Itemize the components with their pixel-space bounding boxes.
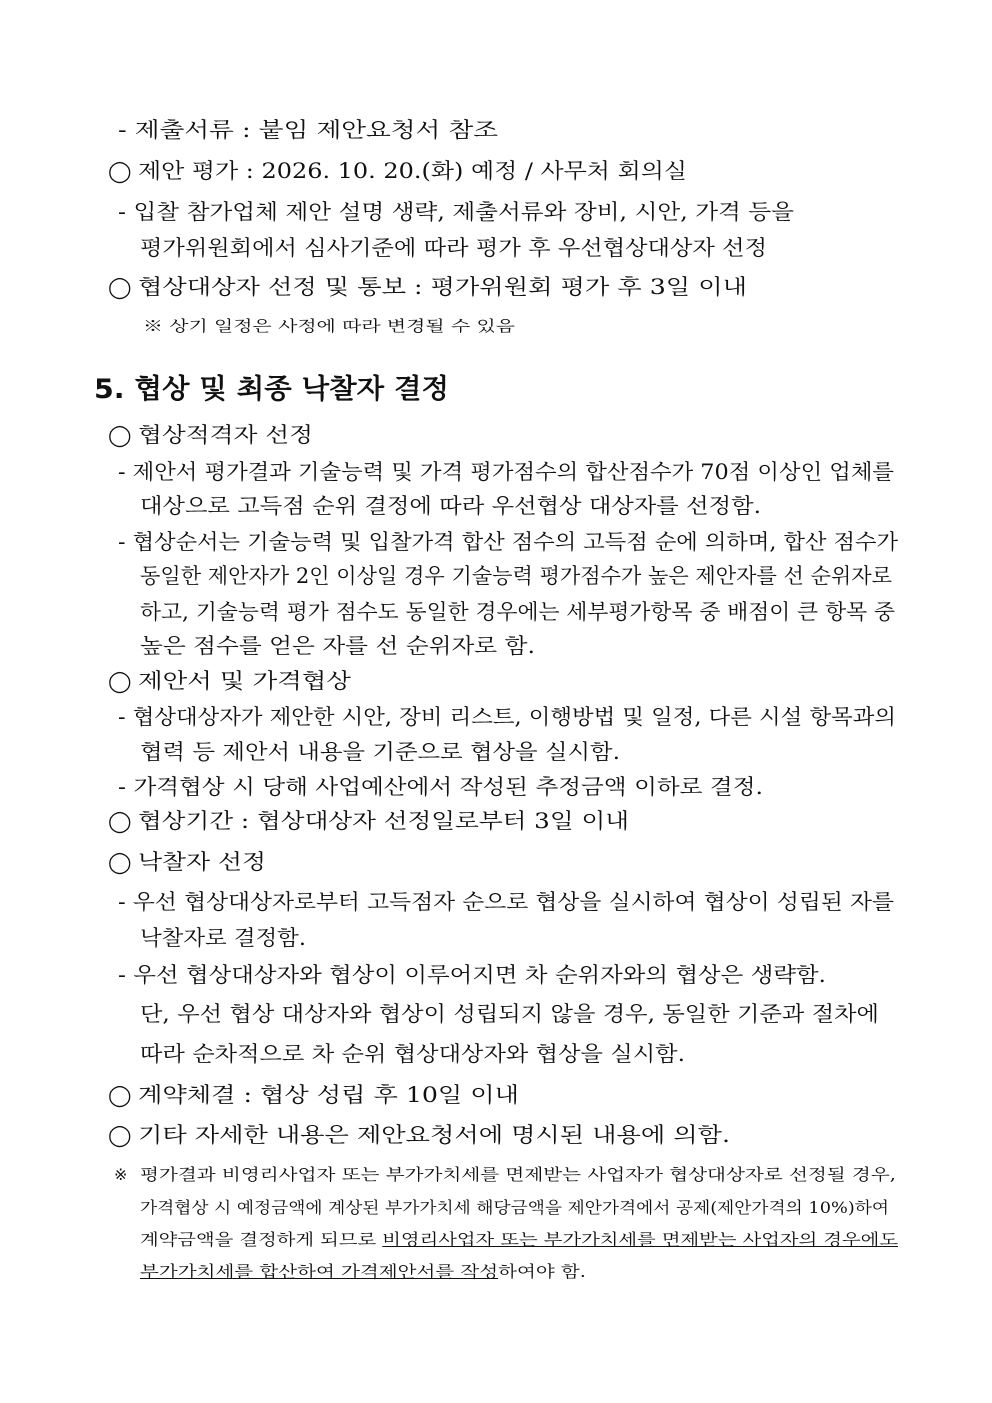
qualify-detail-line: - 협상순서는 기술능력 및 입찰가격 합산 점수의 고득점 순에 의하며, 합산 점수가 [118, 530, 898, 554]
circle-bullet-icon: ◯ [108, 809, 132, 833]
qualify-detail-line: 하고, 기술능력 평가 점수도 동일한 경우에는 세부평가항목 중 배점이 큰 항목 중 [140, 600, 895, 624]
circle-bullet-icon: ◯ [108, 159, 132, 183]
schedule-note: ※ 상기 일정은 사정에 따라 변경될 수 있음 [143, 317, 515, 335]
winner-detail-line: 낙찰자로 결정함. [140, 926, 306, 950]
negotiation-detail-line: - 가격협상 시 당해 사업예산에서 작성된 추정금액 이하로 결정. [118, 775, 763, 799]
vat-note-line: 계약금액을 결정하게 되므로 비영리사업자 또는 부가가치세를 면제받는 사업자의 경우에도 [140, 1230, 898, 1249]
contract-item: ◯ 계약체결 : 협상 성립 후 10일 이내 [108, 1083, 519, 1107]
winner-detail-line: - 우선 협상대상자와 협상이 이루어지면 차 순위자와의 협상은 생략함. [118, 963, 826, 987]
notify-item: ◯ 협상대상자 선정 및 통보 : 평가위원회 평가 후 3일 이내 [108, 275, 747, 299]
qualify-detail-line: - 제안서 평가결과 기술능력 및 가격 평가점수의 합산점수가 70점 이상인 업체를 [118, 460, 894, 484]
vat-underlined-text: 비영리사업자 또는 부가가치세를 면제받는 사업자의 경우에도 [382, 1230, 898, 1249]
negotiation-detail-line: 협력 등 제안서 내용을 기준으로 협상을 실시함. [140, 740, 620, 764]
qualify-item: ◯ 협상적격자 선정 [108, 423, 313, 447]
vat-note-line: 평가결과 비영리사업자 또는 부가가치세를 면제받는 사업자가 협상대상자로 선정될 경우, [140, 1165, 896, 1184]
negotiation-detail-line: - 협상대상자가 제안한 시안, 장비 리스트, 이행방법 및 일정, 다른 시설 항목과의 [118, 705, 897, 729]
circle-bullet-icon: ◯ [108, 669, 132, 693]
qualify-detail-line: 높은 점수를 얻은 자를 선 순위자로 함. [140, 634, 535, 658]
period-item: ◯ 협상기간 : 협상대상자 선정일로부터 3일 이내 [108, 809, 629, 833]
winner-detail-line: 따라 순차적으로 차 순위 협상대상자와 협상을 실시함. [140, 1042, 685, 1066]
circle-bullet-icon: ◯ [108, 850, 132, 874]
submit-docs-line: - 제출서류 : 붙임 제안요청서 참조 [118, 118, 498, 142]
circle-bullet-icon: ◯ [108, 1123, 132, 1147]
eval-item: ◯ 제안 평가 : 2026. 10. 20.(화) 예정 / 사무처 회의실 [108, 159, 687, 183]
qualify-detail-line: 동일한 제안자가 2인 이상일 경우 기술능력 평가점수가 높은 제안자를 선 순위자로 [140, 564, 892, 588]
vat-note-mark: ※ [114, 1165, 128, 1184]
circle-bullet-icon: ◯ [108, 423, 132, 447]
section-heading: 5. 협상 및 최종 낙찰자 결정 [94, 374, 449, 405]
winner-detail-line: - 우선 협상대상자로부터 고득점자 순으로 협상을 실시하여 협상이 성립된 자를 [118, 890, 894, 914]
etc-item: ◯ 기타 자세한 내용은 제안요청서에 명시된 내용에 의함. [108, 1123, 730, 1147]
eval-detail-line: - 입찰 참가업체 제안 설명 생략, 제출서류와 장비, 시안, 가격 등을 [118, 200, 794, 224]
circle-bullet-icon: ◯ [108, 275, 132, 299]
negotiation-item: ◯ 제안서 및 가격협상 [108, 669, 351, 693]
vat-note-line: 부가가치세를 합산하여 가격제안서를 작성하여야 함. [140, 1262, 586, 1281]
winner-item: ◯ 낙찰자 선정 [108, 850, 266, 874]
vat-underlined-text: 부가가치세를 합산하여 가격제안서를 작성 [140, 1262, 499, 1281]
circle-bullet-icon: ◯ [108, 1083, 132, 1107]
eval-detail-line: 평가위원회에서 심사기준에 따라 평가 후 우선협상대상자 선정 [140, 236, 767, 260]
vat-note-line: 가격협상 시 예정금액에 계상된 부가가치세 해당금액을 제안가격에서 공제(제안가격의 10%)하여 [140, 1198, 889, 1217]
qualify-detail-line: 대상으로 고득점 순위 결정에 따라 우선협상 대상자를 선정함. [140, 494, 761, 518]
winner-detail-line: 단, 우선 협상 대상자와 협상이 성립되지 않을 경우, 동일한 기준과 절차에 [140, 1002, 879, 1026]
